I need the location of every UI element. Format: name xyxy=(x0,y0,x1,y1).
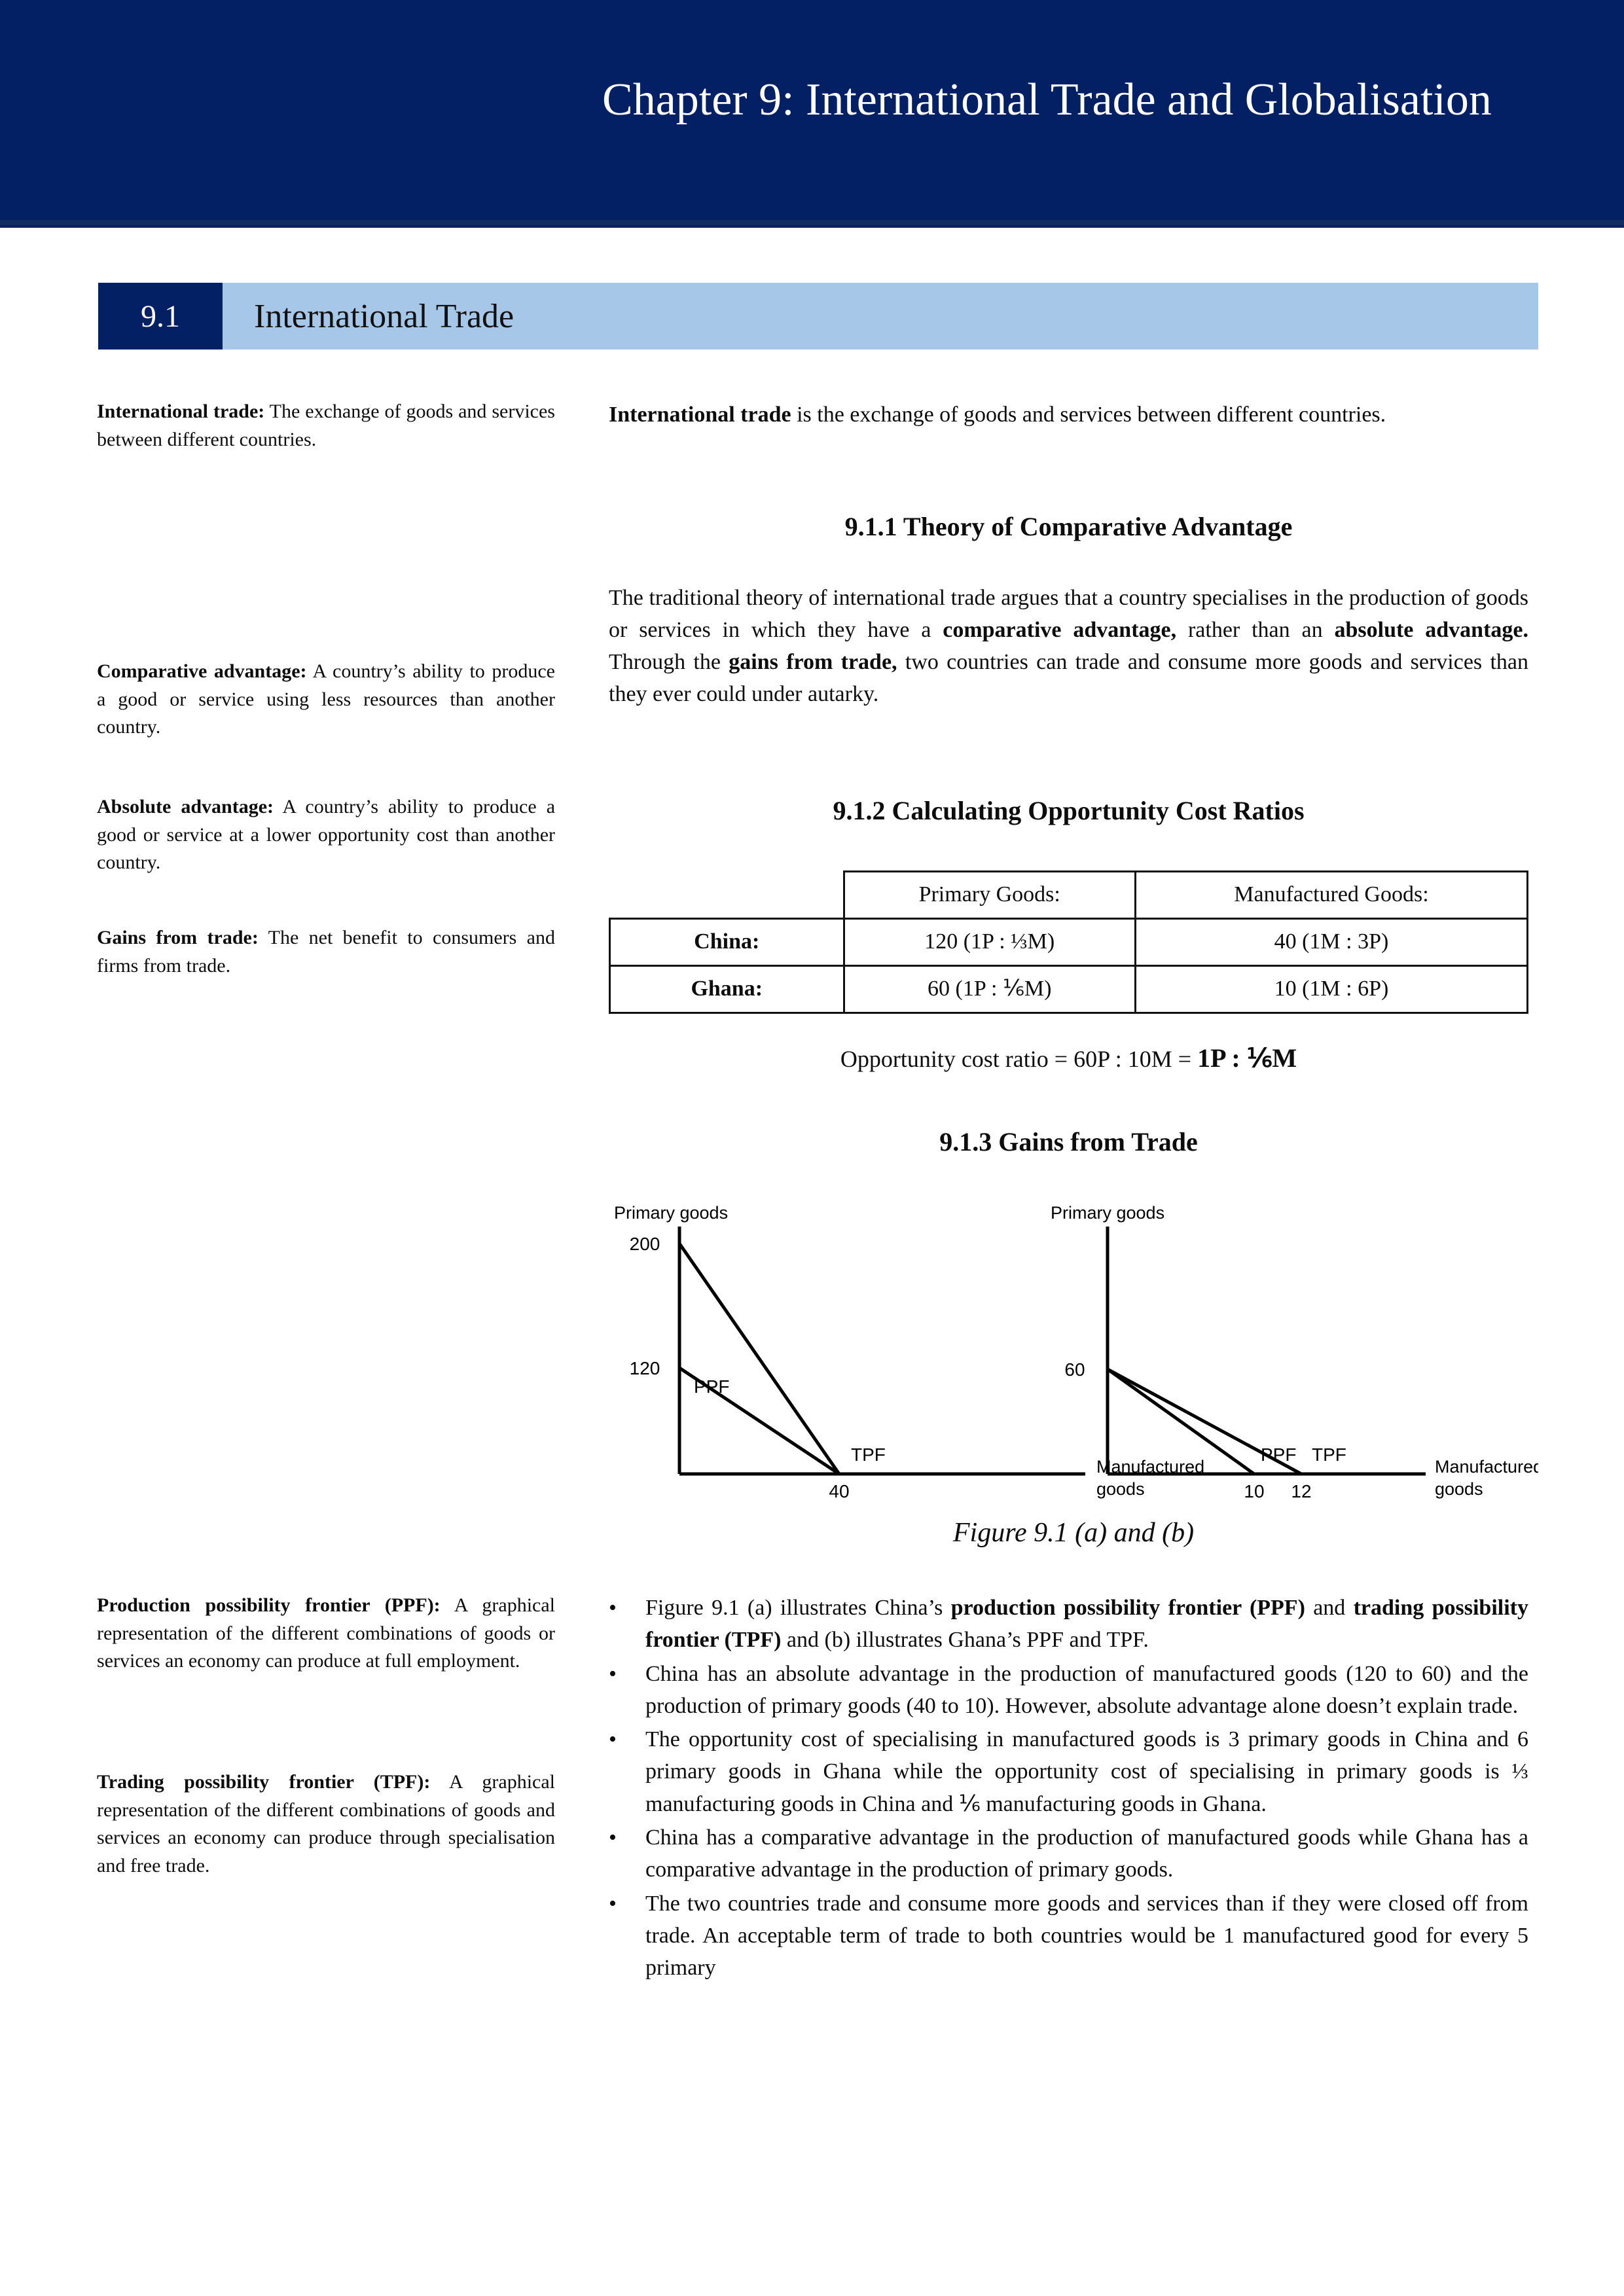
list-item-text: The two countries trade and consume more goods and services than if they were closed off from trade. An acceptable term of trade to both countries would be 1 manufactured good for every 5 primary xyxy=(645,1891,1528,1981)
definition-trading-possibility-frontier xyxy=(97,1768,555,1880)
section-title: International Trade xyxy=(254,297,514,335)
chapter-header-banner xyxy=(0,0,1624,228)
figure-9-1-svg xyxy=(609,1204,1538,1512)
definitions-column-gains xyxy=(97,924,555,980)
definition-term: International trade: xyxy=(97,401,265,422)
intro-lead-term: International trade xyxy=(609,403,791,427)
bullet-marker-icon: • xyxy=(609,1825,617,1850)
bullet-marker-icon: • xyxy=(609,1891,617,1916)
definition-gains-from-trade xyxy=(97,924,555,980)
banner-underline-rule xyxy=(0,220,1624,225)
section-number-badge: 9.1 xyxy=(98,283,223,350)
chart-a-tpf-label: TPF xyxy=(851,1444,886,1465)
list-item xyxy=(609,1888,1528,1984)
definition-term: Production possibility frontier (PPF): xyxy=(97,1594,441,1616)
bullet-seg: and xyxy=(1305,1596,1354,1620)
definition-body: A country’s ability to produce a good or service at a lower opportunity cost than another country. xyxy=(97,796,556,874)
list-item-text xyxy=(645,1592,1528,1657)
table-cell-china-manufactured: 40 (1M : 3P) xyxy=(1135,918,1527,965)
theory-paragraph xyxy=(609,583,1528,711)
table-column-header-primary: Primary Goods: xyxy=(844,872,1135,919)
table-row xyxy=(610,918,1528,965)
theory-bold-absolute-advantage: absolute advantage. xyxy=(1334,617,1528,642)
table-row-label-ghana: Ghana: xyxy=(610,965,844,1013)
definition-body: A graphical representation of the different combinations of goods and services an economy can produce through specialisation and free trade. xyxy=(97,1771,555,1876)
definition-term: Comparative advantage: xyxy=(97,660,307,682)
table-cell-ghana-manufactured: 10 (1M : 6P) xyxy=(1135,965,1527,1013)
definitions-column-tpf xyxy=(97,1768,555,1880)
chart-a-ytick-120: 120 xyxy=(629,1358,660,1378)
theory-text-2: rather than an xyxy=(1176,617,1335,642)
definitions-column-comparative xyxy=(97,658,555,742)
heading-9-1-2: 9.1.2 Calculating Opportunity Cost Ratios xyxy=(833,796,1305,825)
table-header-row xyxy=(610,872,1528,919)
list-item xyxy=(609,1723,1528,1820)
table-column-header-manufactured: Manufactured Goods: xyxy=(1135,872,1527,919)
ratio-plain-text: Opportunity cost ratio = 60P : 10M = xyxy=(840,1046,1198,1072)
theory-text-3: Through the xyxy=(609,649,729,674)
definition-term: Gains from trade: xyxy=(97,927,259,948)
definition-term: Absolute advantage: xyxy=(97,796,274,817)
bullet-seg: Figure 9.1 (a) illustrates China’s xyxy=(645,1596,951,1620)
chart-a-xtick-40: 40 xyxy=(829,1481,850,1501)
bullet-seg-bold: trading possibility frontier (TPF) xyxy=(645,1596,1528,1653)
key-points-list xyxy=(609,1592,1528,1986)
list-item xyxy=(609,1592,1528,1657)
table-cell-ghana-primary: 60 (1P : ⅙M) xyxy=(844,965,1135,1013)
list-item xyxy=(609,1821,1528,1886)
theory-bold-comparative-advantage: comparative advantage, xyxy=(943,617,1177,642)
chart-b-ppf-label: PPF xyxy=(1261,1444,1297,1465)
list-item-text: China has an absolute advantage in the production of manufactured goods (120 to 60) and the production of primary goods (40 to 10). However, absolute advantage alone doesn’t explain trade. xyxy=(645,1661,1528,1718)
definition-body: The exchange of goods and services between different countries. xyxy=(97,401,555,450)
definition-production-possibility-frontier xyxy=(97,1592,555,1676)
chart-b-xtick-10: 10 xyxy=(1244,1481,1265,1501)
list-item-text: The opportunity cost of specialising in manufactured goods is 3 primary goods in China and 6 primary goods in Ghana while the opportunity cost of specialising in primary goods is ⅓ manufacturing goods in China and ⅙ manufacturing goods in Ghana. xyxy=(645,1727,1528,1816)
table-corner-cell xyxy=(610,872,844,919)
bullet-marker-icon: • xyxy=(609,1727,617,1752)
definition-term: Trading possibility frontier (TPF): xyxy=(97,1771,431,1793)
table-row xyxy=(610,965,1528,1013)
bullet-seg: and (b) illustrates Ghana’s PPF and TPF. xyxy=(781,1628,1149,1653)
definitions-column-absolute xyxy=(97,793,555,877)
definition-absolute-advantage xyxy=(97,793,555,877)
chart-a-xlabel-line1: Manufactured xyxy=(1096,1457,1205,1477)
intro-paragraph xyxy=(609,399,1528,431)
bullet-seg-bold: production possibility frontier (PPF) xyxy=(950,1596,1305,1620)
intro-rest: is the exchange of goods and services between different countries. xyxy=(791,403,1386,427)
chart-a-xlabel-line2: goods xyxy=(1096,1479,1145,1499)
chart-b-xtick-12: 12 xyxy=(1291,1481,1312,1501)
heading-9-1-1: 9.1.1 Theory of Comparative Advantage xyxy=(844,512,1293,541)
table-row-label-china: China: xyxy=(610,918,844,965)
definition-comparative-advantage xyxy=(97,658,555,742)
definition-body: The net benefit to consumers and firms from trade. xyxy=(97,927,555,977)
chart-a-tpf-line xyxy=(679,1244,839,1474)
definitions-column-top xyxy=(97,398,555,454)
chart-a-ylabel: Primary goods xyxy=(614,1204,729,1223)
theory-text-4: two countries can trade and consume more goods and services than they ever could under autarky. xyxy=(609,649,1528,706)
figure-9-1-container xyxy=(609,1204,1538,1512)
chart-b-ylabel: Primary goods xyxy=(1051,1204,1165,1223)
opportunity-cost-ratio-line xyxy=(609,1039,1528,1077)
chart-b-xlabel-line2: goods xyxy=(1435,1479,1483,1499)
chart-a-ytick-200: 200 xyxy=(629,1234,660,1254)
opportunity-cost-table xyxy=(609,870,1528,1014)
ratio-strong-text: 1P : ⅙M xyxy=(1197,1043,1297,1073)
figure-caption: Figure 9.1 (a) and (b) xyxy=(952,1518,1195,1548)
bullet-marker-icon: • xyxy=(609,1596,617,1620)
definition-body: A graphical representation of the different combinations of goods or services an economy can produce at full employment. xyxy=(97,1594,555,1672)
theory-bold-gains-from-trade: gains from trade, xyxy=(729,649,897,674)
list-item xyxy=(609,1658,1528,1723)
section-bar xyxy=(98,283,1538,350)
chart-b-tpf-label: TPF xyxy=(1312,1444,1346,1465)
list-item-text: China has a comparative advantage in the production of manufactured goods while Ghana has a comparative advantage in the production of primary goods. xyxy=(645,1825,1528,1882)
table-cell-china-primary: 120 (1P : ⅓M) xyxy=(844,918,1135,965)
page-title: Chapter 9: International Trade and Globalisation xyxy=(602,75,1492,125)
chapter-title-block xyxy=(602,71,1525,130)
heading-9-1-3: 9.1.3 Gains from Trade xyxy=(939,1127,1198,1157)
chart-a-ppf-label: PPF xyxy=(694,1376,730,1397)
definition-body: A country’s ability to produce a good or service using less resources than another country. xyxy=(97,660,555,738)
definitions-column-ppf xyxy=(97,1592,555,1676)
chart-b-ytick-60: 60 xyxy=(1064,1359,1085,1380)
bullet-marker-icon: • xyxy=(609,1661,617,1686)
chart-b-xlabel-line1: Manufactured xyxy=(1435,1457,1538,1477)
theory-text-1: The traditional theory of international trade argues that a country specialises in the production of goods or services in which they have a xyxy=(609,586,1528,642)
opportunity-cost-table-wrapper xyxy=(609,870,1528,1014)
definition-international-trade xyxy=(97,398,555,454)
chart-panel-a-china xyxy=(614,1204,1204,1501)
